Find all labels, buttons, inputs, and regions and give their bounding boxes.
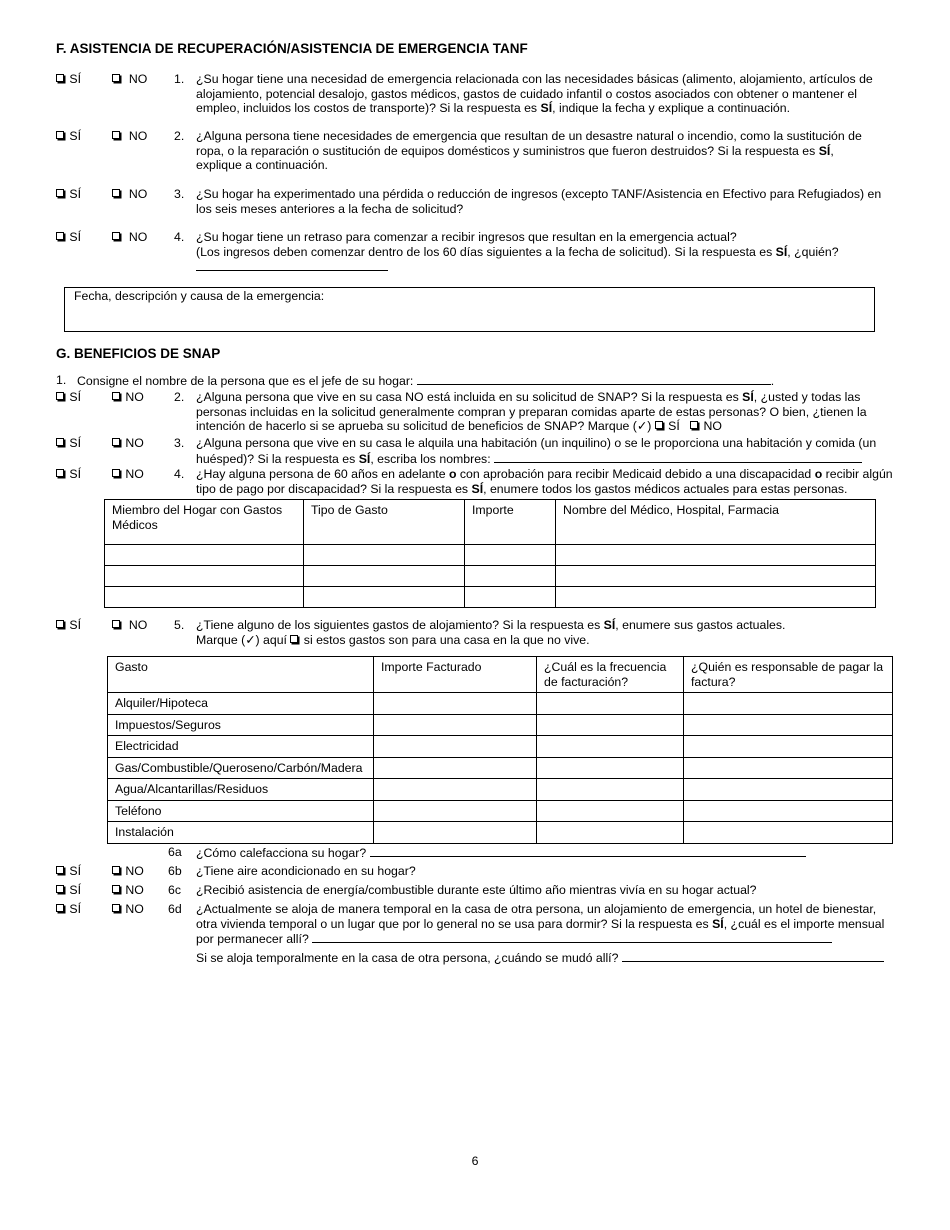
table-cell: Teléfono [108,800,374,822]
no-label: NO [128,72,148,86]
g2-question: ¿Alguna persona que vive en su casa NO está incluida en su solicitud de SNAP? Si la respuesta es SÍ, ¿usted y todas las personas incluidas en la solicitud generalmente compran y preparan comidas aparte de estas personas? O bien, ¿tienen la intención de hacerlo si se aprueba su solicitud de beneficios de SNAP? Marque (✓) SÍ NO [196,390,867,433]
table-cell[interactable] [537,757,684,779]
g6b-no[interactable] [112,864,144,879]
no-label: NO [128,129,148,143]
g6b-yes[interactable] [56,864,81,879]
table-row [105,566,876,587]
g3-yes[interactable] [56,436,81,451]
table-row [108,822,893,844]
f1-yes[interactable] [56,72,81,87]
f2-number: 2. [174,129,185,143]
table-cell: Alquiler/Hipoteca [108,693,374,715]
yes-label: SÍ [69,390,82,404]
g6c-question: ¿Recibió asistencia de energía/combustible durante este último año mientras vivía en su hogar actual? [196,883,757,897]
g4-number: 4. [174,467,185,481]
table-cell[interactable] [465,566,556,587]
table-cell[interactable] [304,545,465,566]
checkbox-icon[interactable] [112,904,120,912]
table-header: Tipo de Gasto [304,500,465,545]
yes-label: SÍ [69,467,82,481]
table-row [105,587,876,608]
table-cell[interactable] [684,714,893,736]
table-header: ¿Cuál es la frecuencia de facturación? [537,657,684,693]
table-cell[interactable] [304,587,465,608]
checkbox-icon[interactable] [290,635,298,643]
g6b-number: 6b [168,864,182,878]
table-cell[interactable] [374,779,537,801]
table-header: Importe [465,500,556,545]
g2-number: 2. [174,390,185,404]
table-header: Nombre del Médico, Hospital, Farmacia [556,500,876,545]
g5-no[interactable] [112,618,147,633]
no-label: NO [125,467,144,481]
g6c-yes[interactable] [56,883,81,898]
f1-no[interactable] [112,72,147,87]
f4-yes[interactable] [56,230,81,245]
f4-line2: (Los ingresos deben comenzar dentro de los 60 días siguientes a la fecha de solicitud). Si la respuesta es SÍ, ¿quién? [196,244,839,259]
checkbox-icon[interactable] [112,232,120,240]
g6c-number: 6c [168,883,181,897]
table-cell[interactable] [684,757,893,779]
checkbox-icon[interactable] [56,74,64,82]
yes-label: SÍ [69,864,82,878]
f3-number: 3. [174,187,185,201]
table-cell[interactable] [556,545,876,566]
g4-question: ¿Hay alguna persona de 60 años en adelante o con aprobación para recibir Medicaid debido a una discapacidad o recibir algún tipo de pago por discapacidad? Si la respuesta es SÍ, enumere todos los gastos médicos actuales para estas personas. [196,467,893,496]
table-cell[interactable] [537,693,684,715]
f2-yes[interactable] [56,129,81,144]
table-cell[interactable] [465,545,556,566]
table-cell: Gas/Combustible/Queroseno/Carbón/Madera [108,757,374,779]
table-header: Miembro del Hogar con Gastos Médicos [105,500,304,545]
g5-number: 5. [174,618,185,632]
table-cell: Agua/Alcantarillas/Residuos [108,779,374,801]
table-cell[interactable] [374,757,537,779]
table-header-row [105,500,876,545]
f4-line1: ¿Su hogar tiene un retraso para comenzar a recibir ingresos que resultan en la emergencia actual? [196,230,737,244]
table-cell[interactable] [537,714,684,736]
checkbox-icon[interactable] [112,469,120,477]
checkbox-icon[interactable] [56,469,64,477]
table-cell[interactable] [684,822,893,844]
checkbox-icon[interactable] [655,421,663,429]
checkbox-icon[interactable] [112,620,120,628]
table-row [105,545,876,566]
checkbox-icon[interactable] [112,866,120,874]
g5-line1: ¿Tiene alguno de los siguientes gastos de alojamiento? Si la respuesta es SÍ, enumere sus gastos actuales. [196,618,786,632]
table-cell: Electricidad [108,736,374,758]
g3-question: ¿Alguna persona que vive en su casa le alquila una habitación (un inquilino) o se le proporciona una habitación y comida (un huésped)? Si la respuesta es SÍ, escriba los nombres: [196,436,877,466]
table-row [108,757,893,779]
yes-label: SÍ [69,187,82,201]
f4-number: 4. [174,230,185,244]
g5-yes[interactable] [56,618,81,633]
checkbox-icon[interactable] [56,392,64,400]
table-cell[interactable] [105,545,304,566]
no-label: NO [125,864,144,878]
g3-number: 3. [174,436,185,450]
table-header: Gasto [108,657,374,693]
yes-label: SÍ [69,618,82,632]
table-row [108,800,893,822]
head-of-household-field[interactable] [417,373,771,385]
checkbox-icon[interactable] [56,438,64,446]
g2-yes[interactable] [56,390,81,405]
section-g-title: G. BENEFICIOS DE SNAP [56,346,221,361]
table-header: Importe Facturado [374,657,537,693]
g3-names-field[interactable] [494,451,862,463]
table-cell[interactable] [556,566,876,587]
table-cell[interactable] [556,587,876,608]
table-cell[interactable] [465,587,556,608]
table-cell[interactable] [304,566,465,587]
table-cell[interactable] [105,587,304,608]
f1-question: ¿Su hogar tiene una necesidad de emergencia relacionada con las necesidades básicas (alimento, alojamiento, artículos de alojamiento, potencial desalojo, gastos médicos, gastos de cuidado infantil o costos asociados con obtener o mantener el empleo, incluidos los costos de transporte)? Si la respuesta es SÍ, indique la fecha y explique a continuación. [196,72,873,115]
f3-no[interactable] [112,187,147,202]
yes-label: SÍ [69,883,82,897]
yes-label: SÍ [69,129,82,143]
section-f-title: F. ASISTENCIA DE RECUPERACIÓN/ASISTENCIA DE EMERGENCIA TANF [56,41,528,56]
checkbox-icon[interactable] [112,189,120,197]
emergency-box-label: Fecha, descripción y causa de la emergencia: [74,289,325,303]
checkbox-icon[interactable] [56,232,64,240]
table-cell[interactable] [537,822,684,844]
f4-question [196,230,896,259]
table-cell[interactable] [684,800,893,822]
no-label: NO [125,390,144,404]
table-cell[interactable] [684,779,893,801]
emergency-description-box[interactable] [64,287,875,332]
monthly-amount-field[interactable] [312,931,832,943]
g1-number: 1. [56,373,67,387]
g6b-question: ¿Tiene aire acondicionado en su hogar? [196,864,416,878]
yes-label: SÍ [69,436,82,450]
g1-question: Consigne el nombre de la persona que es el jefe de su hogar: . [77,374,775,388]
table-cell[interactable] [374,822,537,844]
table-cell[interactable] [374,800,537,822]
g6d-no[interactable] [112,902,144,917]
table-row [108,736,893,758]
no-label: NO [125,902,144,916]
table-cell: Instalación [108,822,374,844]
move-date-field[interactable] [622,950,884,962]
table-cell[interactable] [537,779,684,801]
checkbox-icon[interactable] [112,131,120,139]
checkbox-icon[interactable] [56,904,64,912]
checkbox-icon[interactable] [56,620,64,628]
yes-label: SÍ [69,230,82,244]
table-cell[interactable] [374,736,537,758]
table-row [108,779,893,801]
checkbox-icon[interactable] [112,885,120,893]
g4-no[interactable] [112,467,144,482]
f4-who-field[interactable] [196,270,388,271]
f2-no[interactable] [112,129,147,144]
f3-yes[interactable] [56,187,81,202]
yes-label: SÍ [69,902,82,916]
g6d-question: ¿Actualmente se aloja de manera temporal en la casa de otra persona, un alojamiento de emergencia, un hotel de bienestar, otra vivienda temporal o un lugar que por lo general no se usa para dormir? Si la respuesta es SÍ, ¿cuál es el importe mensual por permanecer allí? [196,902,885,946]
table-row [108,693,893,715]
table-cell[interactable] [684,693,893,715]
no-label: NO [125,883,144,897]
checkbox-icon[interactable] [56,189,64,197]
checkbox-icon[interactable] [690,421,698,429]
table-cell[interactable] [105,566,304,587]
page-number: 6 [471,1154,479,1168]
checkbox-icon[interactable] [56,131,64,139]
table-cell[interactable] [684,736,893,758]
f4-no[interactable] [112,230,147,245]
table-row [108,714,893,736]
g6a-number: 6a [168,845,182,859]
g6d-yes[interactable] [56,902,81,917]
table-cell[interactable] [537,736,684,758]
no-label: NO [128,618,148,632]
table-header: ¿Quién es responsable de pagar la factura? [684,657,893,693]
f3-question: ¿Su hogar ha experimentado una pérdida o reducción de ingresos (excepto TANF/Asistencia en Efectivo para Refugiados) en los seis meses anteriores a la fecha de solicitud? [196,187,882,216]
checkbox-icon[interactable] [112,74,120,82]
housing-expenses-table [107,656,893,844]
g6c-no[interactable] [112,883,144,898]
checkbox-icon[interactable] [112,392,120,400]
g6a-question: ¿Cómo calefacciona su hogar? [196,845,806,861]
checkbox-icon[interactable] [56,866,64,874]
checkbox-icon[interactable] [56,885,64,893]
g3-no[interactable] [112,436,144,451]
table-cell[interactable] [537,800,684,822]
table-cell: Impuestos/Seguros [108,714,374,736]
no-label: NO [128,230,148,244]
table-cell[interactable] [374,714,537,736]
g5-question [196,618,896,647]
f1-number: 1. [174,72,185,86]
g2-no[interactable] [112,390,144,405]
f2-question: ¿Alguna persona tiene necesidades de emergencia que resultan de un desastre natural o incendio, como la sustitución de ropa, o la reparación o sustitución de equipos domésticos y suministros que fueron destruidos? Si la respuesta es SÍ, explique a continuación. [196,129,862,172]
table-cell[interactable] [374,693,537,715]
heating-field[interactable] [370,845,806,857]
g6d-number: 6d [168,902,182,916]
g4-yes[interactable] [56,467,81,482]
yes-label: SÍ [69,72,82,86]
g6d-line2: Si se aloja temporalmente en la casa de otra persona, ¿cuándo se mudó allí? [196,950,884,966]
no-label: NO [125,436,144,450]
g5-line2: Marque (✓) aquí si estos gastos son para una casa en la que no vive. [196,632,590,647]
table-header-row [108,657,893,693]
no-label: NO [128,187,148,201]
checkbox-icon[interactable] [112,438,120,446]
medical-expenses-table [104,499,876,608]
